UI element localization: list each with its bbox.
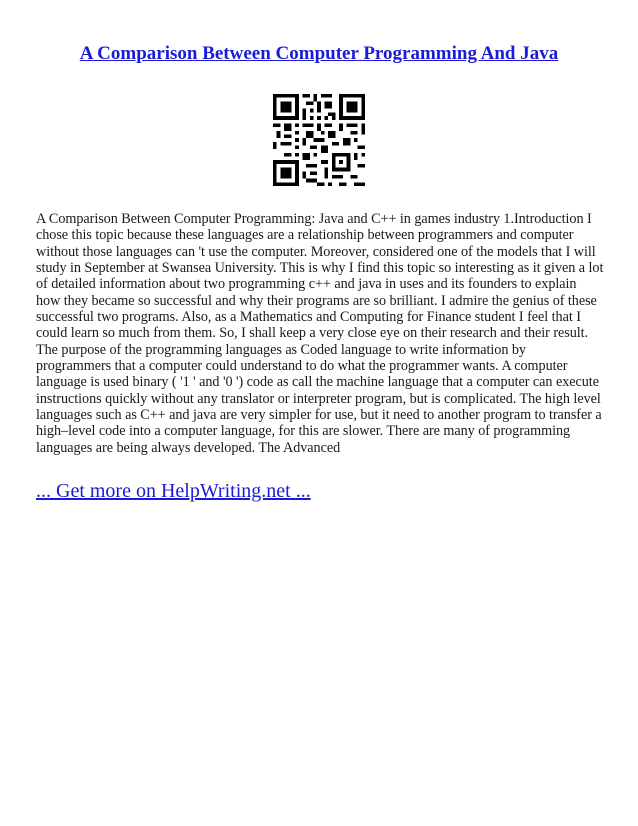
document-body-paragraph: A Comparison Between Computer Programming: Java and C++ in games industry 1.Introduction I chose this topic because these languages are a relationship between programmers and computer without those languages can 't use the computer. Moreover, considered one of the models that I will study in September at Swansea University. This is why I find this topic so interesting as it given a lot of detailed information about two programming c++ and java in uses and its founders to explain how they became so successful and why their programs are so brilliant. I admire the genius of these successful two programs. Also, as a Mathematics and Computing for Finance student I feel that I could learn so much from them. So, I shall keep a very close eye on their research and their result. The purpose of the programming languages as Coded language to write information by programmers that a computer could understand to do what the programmer wants. A computer language is used binary ( '1 ' and '0 ') code as call the machine language that a computer can execute instructions quickly without any translator or interpreter program, but is complicated. The high level languages such as C++ and java are very simpler for use, but it need to another program to transfer a high–level code into a computer language, for this are slower. There are many of programming languages are being always developed. The Advanced (36, 211, 604, 456)
qr-code-icon (273, 94, 365, 186)
document-title-link[interactable]: A Comparison Between Computer Programming And Java (79, 43, 559, 64)
get-more-link[interactable]: ... Get more on HelpWriting.net ... (36, 480, 311, 502)
